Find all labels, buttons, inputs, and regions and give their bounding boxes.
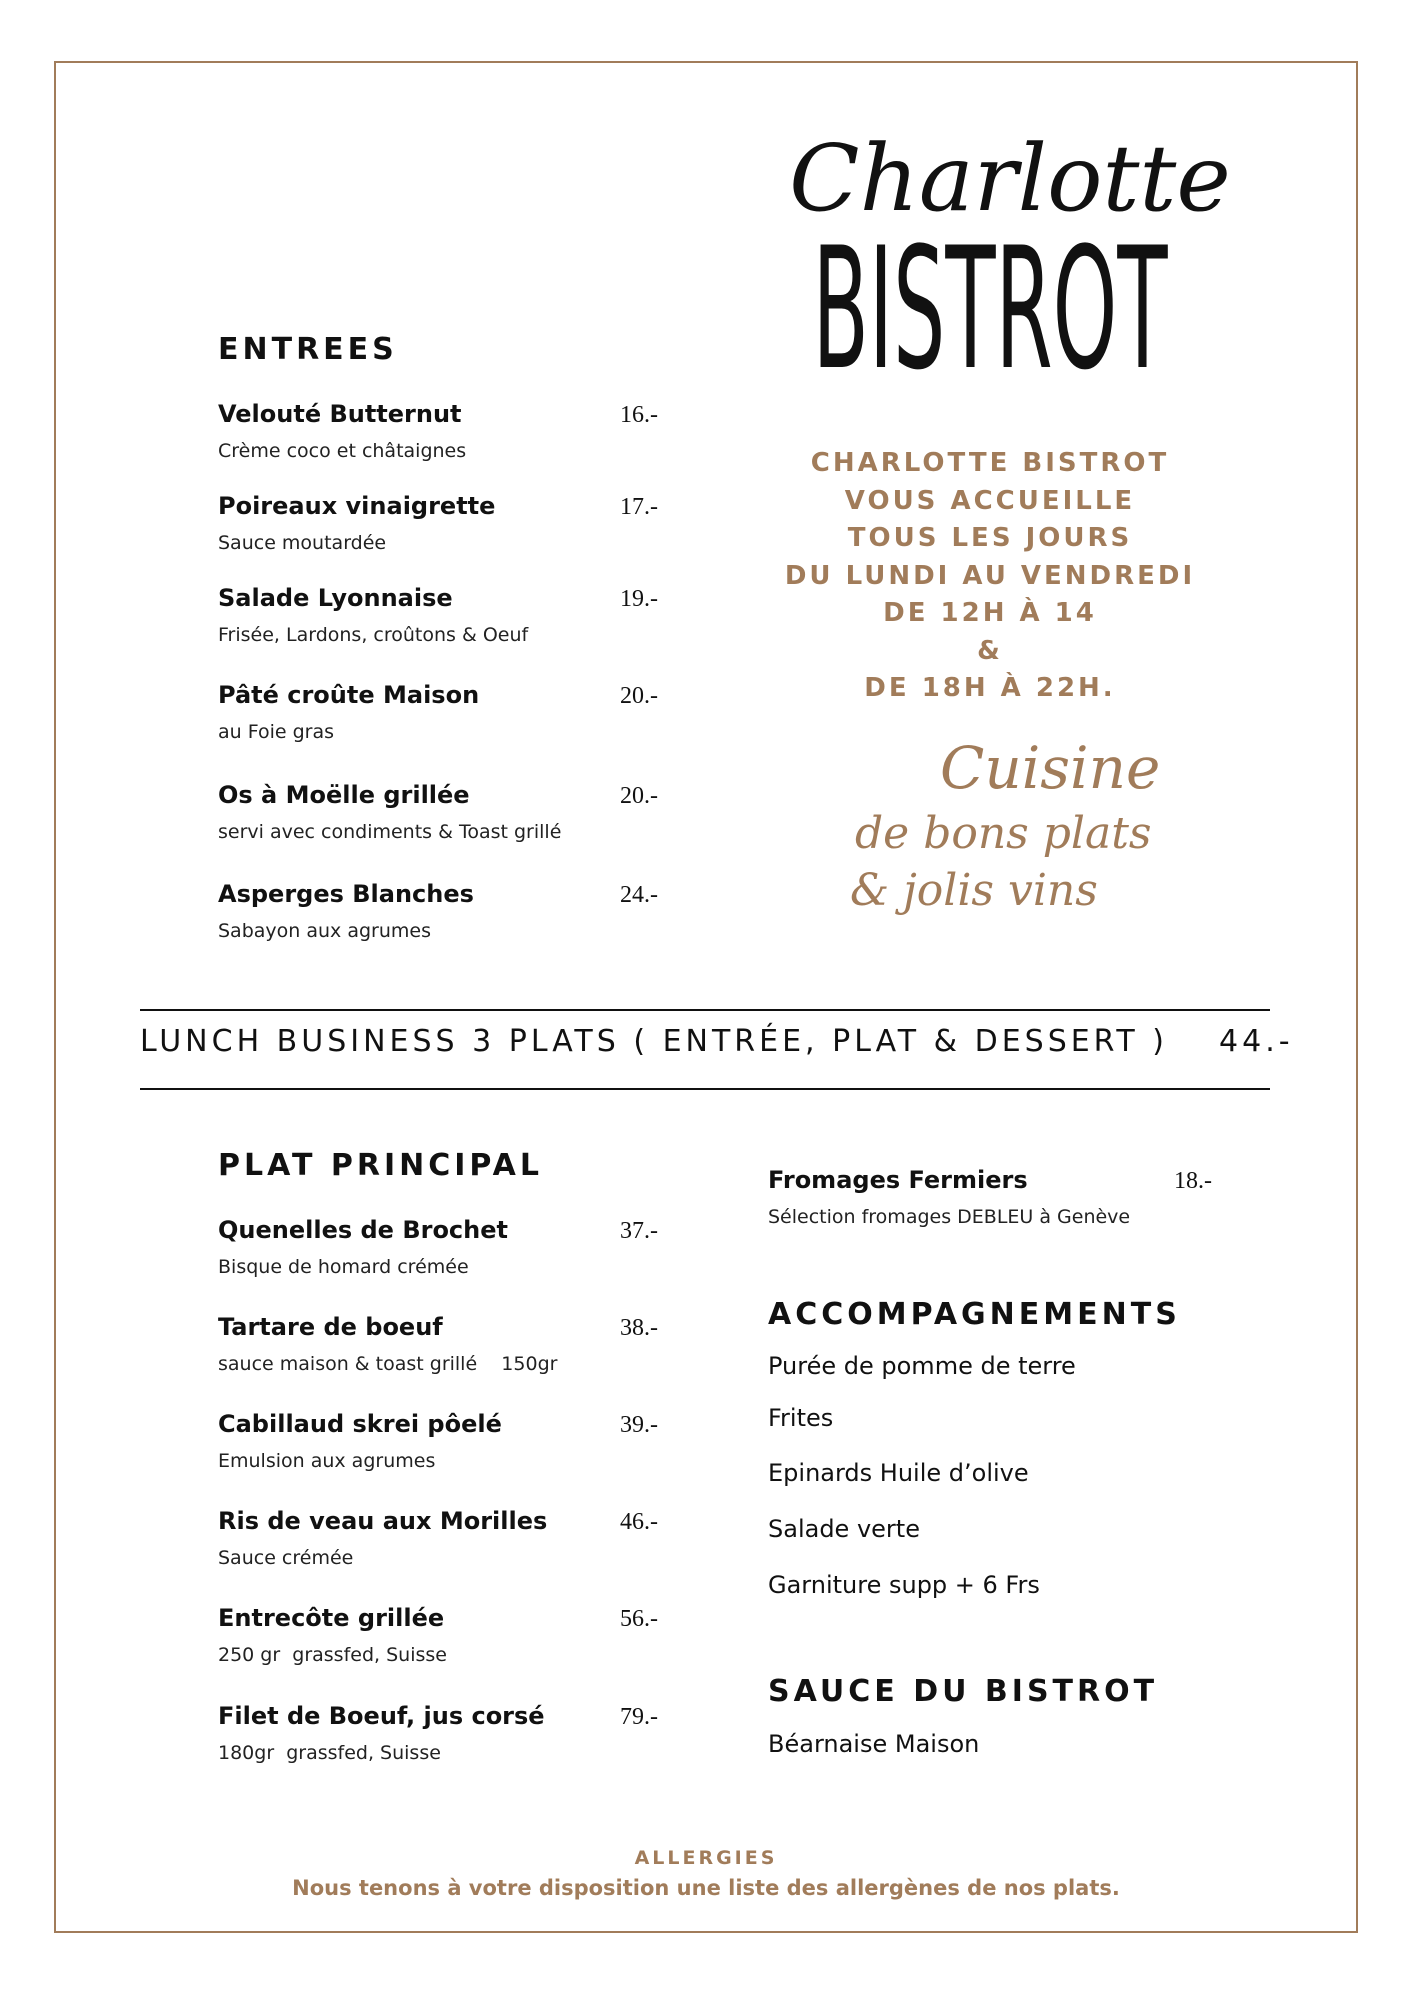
welcome-line: CHARLOTTE BISTROT [810, 448, 1170, 478]
item-price: 20.- [620, 683, 658, 709]
menu-item [218, 880, 658, 942]
item-desc: Sauce crémée [218, 1547, 354, 1569]
menu-item [218, 492, 658, 554]
logo-script: Charlotte [789, 125, 1231, 232]
item-desc: Sauce moutardée [218, 532, 387, 554]
welcome-line: DE 12H À 14 [883, 598, 1097, 628]
item-name: Pâté croûte Maison [218, 681, 480, 709]
welcome-block [770, 445, 1210, 708]
item-desc: Bisque de homard crémée [218, 1256, 469, 1278]
item-price: 17.- [620, 494, 658, 520]
top-divider [140, 1009, 1270, 1011]
menu-item [218, 1410, 658, 1472]
menu-item [218, 1604, 658, 1666]
item-name: Filet de Boeuf, jus corsé [218, 1702, 545, 1730]
bistrot-logo [789, 115, 1231, 407]
item-name: Ris de veau aux Morilles [218, 1507, 548, 1535]
menu-item [218, 1216, 658, 1278]
tagline-line3: & jolis vins [850, 865, 1098, 916]
item-price: 16.- [620, 402, 658, 428]
item-name: Entrecôte grillée [218, 1604, 445, 1632]
menu-item [218, 681, 658, 743]
logo-name: BISTROT [812, 211, 1168, 407]
item-price: 56.- [620, 1606, 658, 1632]
menu-item [218, 1313, 658, 1375]
welcome-line: VOUS ACCUEILLE [844, 485, 1136, 516]
allergies-text: Nous tenons à votre disposition une liste des allergènes de nos plats. [292, 1876, 1120, 1900]
entrees-title: ENTREES [218, 332, 398, 367]
sauce-item: Béarnaise Maison [768, 1730, 980, 1758]
item-price: 38.- [620, 1315, 658, 1341]
tagline [830, 720, 1170, 930]
menu-item [218, 584, 658, 646]
item-name: Tartare de boeuf [218, 1313, 443, 1341]
side-item: Epinards Huile d’olive [768, 1459, 1029, 1487]
menu-item-fromages [768, 1166, 1212, 1228]
item-price: 24.- [620, 882, 658, 908]
item-name: Quenelles de Brochet [218, 1216, 508, 1244]
item-name: Asperges Blanches [218, 880, 474, 908]
side-item: Frites [768, 1404, 834, 1432]
item-price: 19.- [620, 586, 658, 612]
item-name: Velouté Butternut [218, 400, 462, 428]
item-desc: 250 gr grassfed, Suisse [218, 1644, 447, 1666]
tagline-line2: de bons plats [855, 808, 1152, 859]
item-desc: Crème coco et châtaignes [218, 440, 467, 462]
tagline-line1: Cuisine [940, 734, 1161, 802]
welcome-line: TOUS LES JOURS [847, 523, 1133, 553]
item-name: Fromages Fermiers [768, 1166, 1028, 1194]
accompagnements-title: ACCOMPAGNEMENTS [768, 1297, 1181, 1332]
item-desc: 180gr grassfed, Suisse [218, 1742, 441, 1764]
welcome-line: & [977, 635, 1003, 666]
welcome-line: DU LUNDI AU VENDREDI [784, 560, 1196, 591]
item-desc: Frisée, Lardons, croûtons & Oeuf [218, 624, 529, 646]
item-price: 39.- [620, 1412, 658, 1438]
plats-title: PLAT PRINCIPAL [218, 1148, 544, 1183]
side-item: Salade verte [768, 1515, 920, 1543]
item-name: Poireaux vinaigrette [218, 492, 496, 520]
menu-item [218, 1507, 658, 1569]
lunch-business [140, 1024, 1294, 1059]
welcome-line: DE 18H À 22H. [864, 673, 1116, 703]
menu-item [218, 400, 658, 462]
side-item: Garniture supp + 6 Frs [768, 1571, 1040, 1599]
item-price: 20.- [620, 783, 658, 809]
lunch-price: 44.- [1219, 1024, 1294, 1059]
sauce-title: SAUCE DU BISTROT [768, 1674, 1159, 1709]
bottom-divider [140, 1088, 1270, 1090]
item-price: 79.- [620, 1704, 658, 1730]
item-desc: au Foie gras [218, 721, 335, 743]
item-desc: servi avec condiments & Toast grillé [218, 821, 562, 843]
menu-item [218, 1702, 658, 1764]
item-desc: Sélection fromages DEBLEU à Genève [768, 1206, 1131, 1228]
side-item: Purée de pomme de terre [768, 1352, 1076, 1380]
item-name: Salade Lyonnaise [218, 584, 453, 612]
item-price: 37.- [620, 1218, 658, 1244]
item-name: Os à Moëlle grillée [218, 781, 470, 809]
item-name: Cabillaud skrei pôelé [218, 1410, 502, 1438]
item-price: 46.- [620, 1509, 658, 1535]
allergies-title: ALLERGIES [634, 1847, 778, 1869]
item-desc: Emulsion aux agrumes [218, 1450, 436, 1472]
menu-item [218, 781, 658, 843]
item-desc: Sabayon aux agrumes [218, 920, 431, 942]
item-price: 18.- [1174, 1168, 1212, 1194]
lunch-text: LUNCH BUSINESS 3 PLATS ( ENTRÉE, PLAT & DESSERT ) [140, 1024, 1168, 1059]
item-desc: sauce maison & toast grillé 150gr [218, 1353, 558, 1375]
